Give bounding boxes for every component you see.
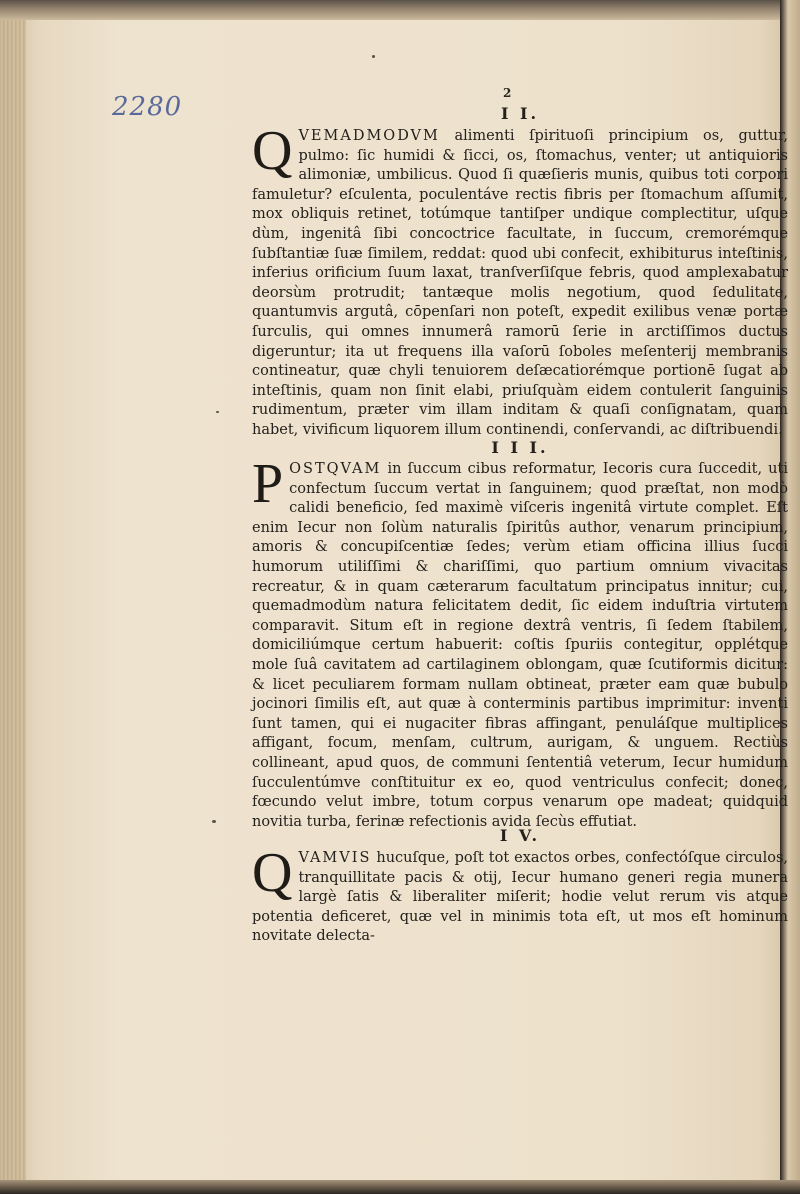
- page-stack-edge: [0, 10, 26, 1180]
- section-numeral-3: I I I.: [491, 438, 549, 457]
- paper-speck: [372, 55, 375, 58]
- opening-word: OSTQVAM: [289, 461, 382, 477]
- section-numeral-2: I I.: [500, 104, 540, 123]
- section-4-paragraph: [252, 842, 788, 947]
- section-body: alimenti ſpirituoſi principium os, guttur, pulmo: ſic humidi & ſicci, os, ſtomachus, venter; ut antiquioris alimoniæ, umbilicus. Quod ſi quæſieris munis, quibus toti corpori famuletur? eſculenta, poculentáve rectis fibris per ſtomachum aſſumit, mox obliquis retinet, totúmque tantiſper undique complectitur, uſque dùm, ingenitâ ſibi concoctrice facultate, in ſuccum, cremorémque ſubſtantiæ ſuæ ſimilem, reddat: quod ubi confecit, exhibiturus inteſtinis, inferius orificium ſuum laxat, tranſverſiſque febris, quod amplexabatur deorsùm protrudit; tantæque molis negotium, quod ſedulitate, quantumvis argutâ, cōpenſari non poteſt, expedit exilibus venæ portæ ſurculis, qui omnes innumerâ ramorū ſerie in arctiſſimos ductus digeruntur; ita ut frequens illa vaſorū ſoboles meſenterij membranis contineatur, quæ chyli tenuiorem deſæcatiorémque portionē ſugat ab inteſtinis, quam non ſinit elabi, priuſquàm eidem contulerit ſanguinis rudimentum, præter vim illam inditam & quaſi conſignatam, quam habet, vivificum liquorem illum continendi, conſervandi, ac diſtribuendi.: [252, 128, 789, 438]
- section-2-paragraph: [252, 120, 789, 441]
- folio-mark: 2: [503, 86, 512, 100]
- paper-speck: [212, 820, 216, 823]
- page-top-shadow: [0, 0, 800, 20]
- pencil-annotation: 2280: [112, 92, 183, 122]
- opening-word: VEMADMODVM: [298, 128, 440, 144]
- section-2-text: [252, 120, 789, 441]
- section-4-text: [252, 842, 788, 947]
- drop-cap-p: P: [252, 453, 284, 515]
- section-numeral-4: I V.: [499, 826, 541, 845]
- page-bottom-shadow: [0, 1180, 800, 1194]
- paper-speck: [216, 411, 219, 413]
- section-3-text: [252, 453, 788, 832]
- drop-cap-q: Q: [252, 842, 293, 904]
- opening-word: VAMVIS: [298, 850, 372, 866]
- section-body: hucuſque, poſt tot exactos orbes, confectóſque circulos, tranquillitate pacis & otij, Iecur humano generi regia munera largè ſatis & liberaliter miſerit; hodie velut rerum vis atque potentia deficeret, quæ vel in minimis tota eſt, ut mos eſt hominum novitate delecta-: [252, 850, 788, 945]
- section-3-paragraph: [252, 453, 788, 832]
- section-body: in ſuccum cibus reformatur, Iecoris cura ſuccedit, uti confectum ſuccum vertat in ſanguinem; quod præſtat, non modò calidi beneficio, ſed maximè viſceris ingenitâ virtute complet. Eſt enim Iecur non ſolùm naturalis ſpiritûs author, venarum principium, amoris & concupiſcentiæ ſedes; verùm etiam officina illius ſucci humorum utiliſſimi & chariſſimi, quo partium omnium vivacitas recreatur, & in quam cæterarum facultatum principatus innitur; cui, quemadmodùm natura felicitatem dedit, ſic eidem induſtria virtutem comparavit. Situm eſt in regione dextrâ ventris, ſi ſedem ſtabilem, domiciliúmque certum habuerit: coſtis ſpuriis contegitur, opplétque mole ſuâ cavitatem ad cartilaginem oblongam, quæ ſcutiformis dicitur: & licet peculiarem formam nullam obtineat, præter eam quæ bubulo jocinori ſimilis eſt, aut quæ à conterminis partibus imprimitur: inventi ſunt tamen, qui ei nugaciter fibras affingant, penuláſque multiplices affigant, focum, menſam, cultrum, aurigam, & unguem. Rectiùs collineant, apud quos, de communi ſententiâ veterum, Iecur humidum ſucculentúmve conſtituitur ex eo, quod ventriculus confecit; donec, fœcundo velut imbre, totum corpus venarum ope madeat; quidquid novitia turba, ferinæ refectionis avida ſecùs effutiat.: [252, 461, 788, 830]
- drop-cap-q: Q: [252, 120, 293, 182]
